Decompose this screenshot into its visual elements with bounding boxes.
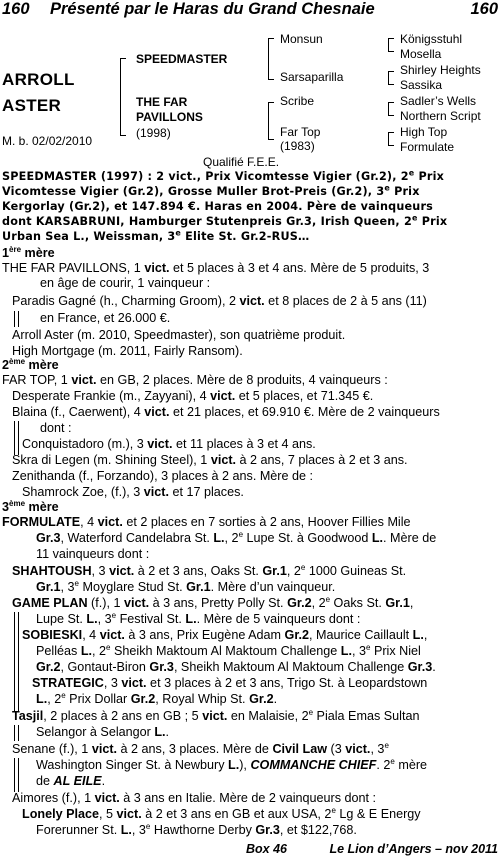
first-dam-line3: Paradis Gagné (h., Charming Groom), 2 vict. et 8 places de 2 à 5 ans (11) bbox=[12, 294, 427, 308]
third-dam-line19: Lonely Place, 5 vict. à 2 et 3 ans en GB et aux USA, 2e Lg & E Energy bbox=[22, 805, 421, 821]
indent-bar bbox=[14, 725, 15, 741]
pedigree-gs4-year: (1983) bbox=[280, 139, 315, 153]
indent-bar bbox=[18, 421, 19, 455]
page-title: Présenté par le Haras du Grand Chesnaie bbox=[50, 0, 375, 18]
page-header bbox=[0, 0, 500, 20]
indent-bar bbox=[18, 725, 19, 741]
pedigree-gs4: Far Top bbox=[280, 125, 321, 139]
third-dam-line5: Gr.1, 3e Moyglare Stud St. Gr.1. Mère d’un vainqueur. bbox=[36, 578, 336, 594]
lot-number-right: 160 bbox=[470, 0, 498, 18]
third-dam-line6: GAME PLAN (f.), 1 vict. à 3 ans, Pretty Polly St. Gr.2, 2e Oaks St. Gr.1, bbox=[12, 594, 414, 610]
pedigree-ggs-8: Formulate bbox=[400, 140, 455, 154]
pedigree-bracket-sire bbox=[268, 38, 274, 80]
third-dam-line1: FORMULATE, 4 vict. et 2 places en 7 sorties à 2 ans, Hoover Fillies Mile bbox=[2, 515, 411, 529]
indent-bar bbox=[14, 758, 15, 792]
pedigree-gs1: Monsun bbox=[280, 32, 323, 46]
pedigree-dam-year: (1998) bbox=[136, 126, 171, 140]
third-dam-line9: Pelléas L., 2e Sheikh Maktoum Al Maktoum Challenge L., 3e Prix Niel bbox=[36, 642, 421, 658]
third-dam-line15: Senane (f.), 1 vict. à 2 ans, 3 places. Mère de Civil Law (3 vict., 3e bbox=[12, 740, 389, 756]
first-dam-line6: High Mortgage (m. 2011, Fairly Ransom). bbox=[12, 344, 243, 358]
sire-para-line2: Vicomtesse Vigier (Gr.2), Grosse Muller Brot-Preis (Gr.2), 3e Prix bbox=[2, 183, 420, 198]
first-dam-line4: en France, et 26.000 €. bbox=[40, 311, 171, 325]
lot-number-left: 160 bbox=[2, 0, 30, 18]
third-dam-line12: L., 2e Prix Dollar Gr.2, Royal Whip St. Gr.2. bbox=[36, 690, 278, 706]
pedigree-ggs-4: Sassika bbox=[400, 78, 443, 92]
pedigree-gs2: Sarsaparilla bbox=[280, 70, 344, 84]
second-dam-line4: dont : bbox=[40, 421, 72, 435]
indent-bar bbox=[18, 612, 19, 712]
first-dam-title: 1ère mère bbox=[2, 244, 55, 260]
pedigree-ggs-1: Königsstuhl bbox=[400, 32, 463, 46]
footer-event: Le Lion d’Angers – nov 2011 bbox=[329, 842, 498, 856]
second-dam-line3: Blaina (f., Caerwent), 4 vict. et 21 places, et 69.910 €. Mère de 2 vainqueurs bbox=[12, 405, 440, 419]
third-dam-line14: Selangor à Selangor L.. bbox=[36, 725, 170, 739]
first-dam-line5: Arroll Aster (m. 2010, Speedmaster), son quatrième produit. bbox=[12, 328, 346, 342]
third-dam-line2: Gr.3, Waterford Candelabra St. L., 2e Lupe St. à Goodwood L.. Mère de bbox=[36, 529, 437, 545]
footer-box: Box 46 bbox=[246, 842, 287, 856]
qualification: Qualifié F.E.E. bbox=[203, 155, 280, 169]
pedigree-sire: SPEEDMASTER bbox=[136, 52, 228, 66]
third-dam-line17: de AL EILE. bbox=[36, 774, 106, 788]
pedigree-ggs-6: Northern Script bbox=[400, 109, 481, 123]
sire-para-line1: SPEEDMASTER (1997) : 2 vict., Prix Vicomtesse Vigier (Gr.2), 2e Prix bbox=[2, 168, 445, 183]
indent-bar bbox=[14, 612, 15, 712]
third-dam-line3: 11 vainqueurs dont : bbox=[36, 547, 150, 561]
third-dam-title: 3ème mère bbox=[2, 498, 59, 514]
second-dam-line5: Conquistadoro (m.), 3 vict. et 11 places à 3 et 4 ans. bbox=[22, 437, 316, 451]
pedigree-bracket-ggs3 bbox=[388, 102, 394, 116]
sire-para-line3: Kergorlay (Gr.2), et 147.894 €. Haras en 2004. Père de vainqueurs bbox=[2, 200, 434, 213]
third-dam-line7: Lupe St. L., 3e Festival St. L.. Mère de 5 vainqueurs dont : bbox=[36, 610, 361, 626]
sire-para-line5: Urban Sea L., Weissman, 3e Elite St. Gr.2-RUS… bbox=[2, 228, 310, 243]
pedigree-bracket-ggs4 bbox=[388, 132, 394, 146]
horse-info: M. b. 02/02/2010 bbox=[2, 134, 93, 148]
pedigree-dam-line2: PAVILLONS bbox=[136, 110, 203, 124]
pedigree-ggs-7: High Top bbox=[400, 125, 448, 139]
third-dam-line11: STRATEGIC, 3 vict. et 3 places à 2 et 3 ans, Trigo St. à Leopardstown bbox=[32, 676, 428, 690]
third-dam-line20: Forerunner St. L., 3e Hawthorne Derby Gr.3, et $122,768. bbox=[36, 821, 357, 837]
indent-bar bbox=[14, 311, 15, 327]
indent-bar bbox=[18, 311, 19, 327]
second-dam-line1: FAR TOP, 1 vict. en GB, 2 places. Mère de 8 produits, 4 vainqueurs : bbox=[2, 373, 388, 387]
third-dam-line8: SOBIESKI, 4 vict. à 3 ans, Prix Eugène Adam Gr.2, Maurice Caillault L., bbox=[22, 628, 428, 642]
third-dam-line4: SHAHTOUSH, 3 vict. à 2 et 3 ans, Oaks St. Gr.1, 2e 1000 Guineas St. bbox=[12, 562, 407, 578]
second-dam-title: 2ème mère bbox=[2, 356, 59, 372]
indent-bar bbox=[18, 758, 19, 792]
pedigree-bracket-ggs2 bbox=[388, 71, 394, 85]
third-dam-line13: Tasjil, 2 places à 2 ans en GB ; 5 vict. en Malaisie, 2e Piala Emas Sultan bbox=[12, 707, 420, 723]
pedigree-ggs-3: Shirley Heights bbox=[400, 63, 481, 77]
first-dam-line1: THE FAR PAVILLONS, 1 vict. et 5 places à 3 et 4 ans. Mère de 5 produits, 3 bbox=[2, 261, 430, 275]
sire-para-line4: dont KARSABRUNI, Hamburger Stutenpreis Gr.3, Irish Queen, 2e Prix bbox=[2, 213, 448, 228]
pedigree-ggs-5: Sadler’s Wells bbox=[400, 94, 477, 108]
second-dam-line8: Shamrock Zoe, (f.), 3 vict. et 17 places. bbox=[22, 485, 244, 499]
third-dam-line10: Gr.2, Gontaut-Biron Gr.3, Sheikh Maktoum Al Maktoum Challenge Gr.3. bbox=[36, 660, 436, 674]
pedigree-gs3: Scribe bbox=[280, 94, 315, 108]
horse-name-line2: ASTER bbox=[2, 96, 62, 115]
second-dam-line2: Desperate Frankie (m., Zayyani), 4 vict. et 5 places, et 71.345 €. bbox=[12, 389, 374, 403]
pedigree-ggs-2: Mosella bbox=[400, 47, 442, 61]
pedigree-bracket-dam bbox=[268, 102, 274, 140]
first-dam-line2: en âge de courir, 1 vainqueur : bbox=[40, 276, 211, 290]
pedigree-bracket-main bbox=[120, 58, 126, 136]
indent-bar bbox=[14, 421, 15, 455]
pedigree-bracket-ggs1 bbox=[388, 38, 394, 52]
horse-name-line1: ARROLL bbox=[2, 70, 75, 89]
third-dam-line18: Aimores (f.), 1 vict. à 3 ans en Italie. Mère de 2 vainqueurs dont : bbox=[12, 791, 377, 805]
pedigree-dam-line1: THE FAR bbox=[136, 95, 188, 109]
second-dam-line6: Skra di Legen (m. Shining Steel), 1 vict. à 2 ans, 7 places à 2 et 3 ans. bbox=[12, 453, 408, 467]
third-dam-line16: Washington Singer St. à Newbury L.), COMMANCHE CHIEF. 2e mère bbox=[36, 756, 428, 772]
second-dam-line7: Zenithanda (f., Forzando), 3 places à 2 ans. Mère de : bbox=[12, 469, 314, 483]
